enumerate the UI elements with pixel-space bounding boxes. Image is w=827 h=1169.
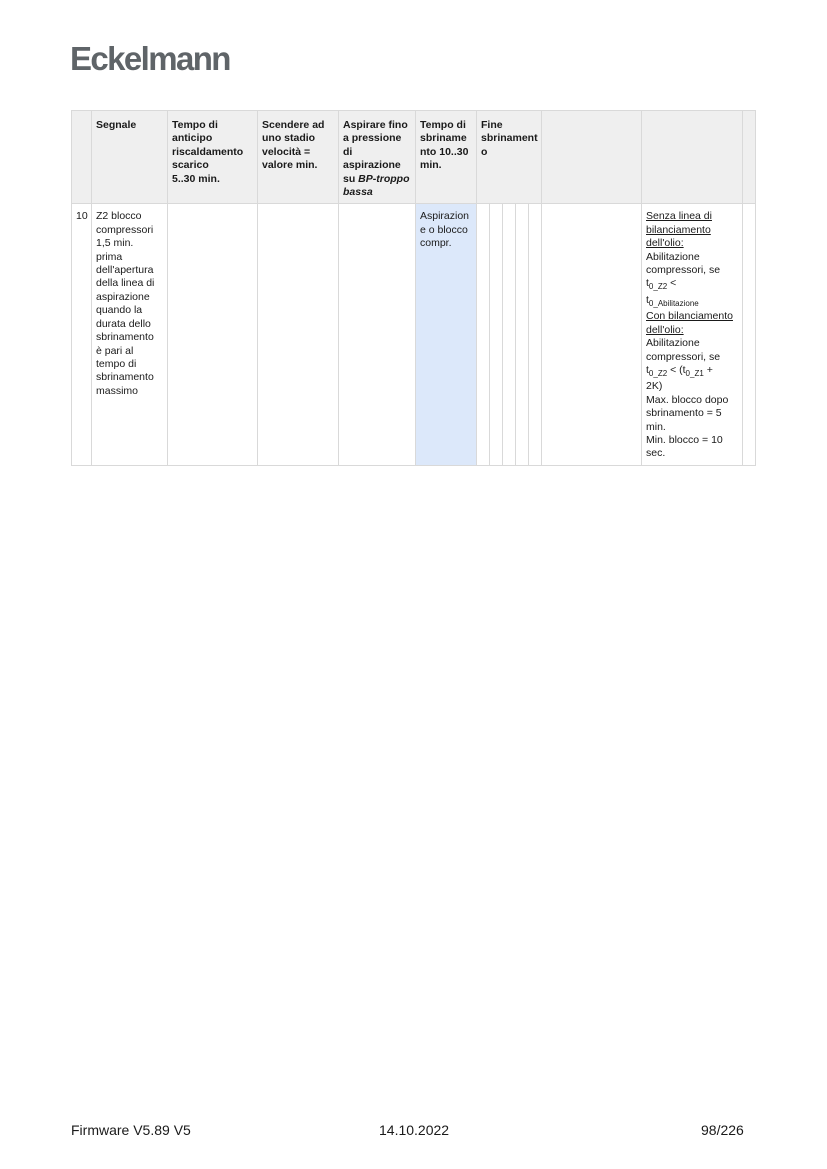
text-line: massimo (96, 384, 139, 397)
text-line: Abilitazione (646, 250, 700, 263)
header-cell-signal: Segnale (92, 111, 168, 204)
text-line: della linea di (96, 277, 155, 290)
header-cell-empty (743, 111, 756, 204)
formula-t: t (646, 277, 649, 290)
formula-lt: < (667, 277, 677, 290)
header-cell-empty (542, 111, 642, 204)
table-header-row (72, 111, 756, 204)
subscript-abilitazione: 0_Abilitazione (648, 298, 699, 308)
speed-stage-cell (258, 204, 339, 465)
text-line: è pari al (96, 344, 134, 357)
text-line: sec. (646, 447, 666, 460)
narrow-cell (490, 204, 503, 465)
text-line: tempo di (96, 357, 137, 370)
text-line: durata dello (96, 317, 151, 330)
text-line: quando la (96, 304, 143, 317)
text-line: compressori (96, 223, 154, 236)
header-line: nto 10..30 (420, 145, 469, 158)
header-line: riscaldamento (172, 145, 244, 158)
subscript-z2: 0_Z2 (648, 282, 668, 292)
oil-heading: Con bilanciamento (646, 310, 733, 323)
text-line: sbrinamento (96, 331, 154, 344)
footer-firmware: Firmware V5.89 V5 (71, 1122, 191, 1138)
header-line: o (481, 145, 488, 158)
text-line: e o blocco (420, 223, 468, 236)
header-cell-defrost-time (416, 111, 477, 204)
header-line: di (343, 145, 353, 158)
text-line: Z2 blocco (96, 210, 142, 223)
narrow-cell (516, 204, 529, 465)
notes-cell (642, 204, 743, 465)
formula-lt: < (t (667, 363, 686, 376)
text-line: compr. (420, 237, 452, 250)
header-line: velocità = (262, 145, 311, 158)
header-cell-suction (339, 111, 416, 204)
header-italic: bassa (343, 186, 373, 199)
header-line: Fine (481, 119, 503, 131)
footer-date: 14.10.2022 (379, 1122, 450, 1138)
header-cell-empty (642, 111, 743, 204)
formula-plus: + (703, 363, 713, 376)
no-oil-heading: dell'olio: (646, 237, 684, 250)
header-cell-preheat (168, 111, 258, 204)
text-line: 2K) (646, 380, 663, 393)
header-line: Aspirare fino (343, 119, 408, 131)
header-line: uno stadio (262, 132, 316, 145)
suction-cell (339, 204, 416, 465)
header-line: su (343, 172, 359, 185)
eckelmann-logo: Eckelmann (70, 40, 230, 77)
narrow-cell (529, 204, 542, 465)
text-line: dell'apertura (96, 264, 154, 277)
text-line: aspirazione (96, 290, 150, 303)
header-line: a pressione (343, 132, 402, 145)
text-line: 1,5 min. (96, 237, 134, 250)
header-italic: BP-troppo (358, 172, 410, 185)
narrow-cell (743, 204, 756, 465)
oil-heading: dell'olio: (646, 323, 684, 336)
empty-cell (542, 204, 642, 465)
header-line: Tempo di (172, 119, 218, 131)
narrow-cell (477, 204, 490, 465)
footer-page-number: 98/226 (701, 1122, 744, 1138)
text-line: Min. blocco = 10 (646, 433, 723, 446)
signal-description (92, 204, 168, 465)
header-line: Tempo di (420, 119, 466, 131)
header-line: sbrinament (481, 132, 538, 145)
text-line: min. (646, 420, 666, 433)
header-line: 5..30 min. (172, 172, 220, 185)
preheat-cell (168, 204, 258, 465)
header-line: valore min. (262, 159, 318, 172)
formula-t: t (646, 363, 649, 376)
header-line: aspirazione (343, 159, 401, 172)
text-line: sbrinamento = 5 (646, 407, 722, 420)
text-line: prima (96, 250, 123, 263)
header-line: sbriname (420, 132, 467, 145)
header-line: anticipo (172, 132, 213, 145)
narrow-cell (503, 204, 516, 465)
formula-t: t (646, 293, 649, 306)
header-cell-speed-stage (258, 111, 339, 204)
text-line: Max. blocco dopo (646, 393, 729, 406)
signal-table (71, 110, 756, 466)
row-number: 10 (72, 204, 92, 465)
subscript-z1: 0_Z1 (685, 368, 704, 378)
table-row (72, 204, 756, 465)
header-line: scarico (172, 159, 209, 172)
subscript-z2: 0_Z2 (648, 368, 668, 378)
text-line: sbrinamento (96, 371, 154, 384)
defrost-time-cell (416, 204, 477, 465)
text-line: Abilitazione (646, 337, 700, 350)
text-line: compressori, se (646, 264, 721, 277)
no-oil-heading: Senza linea di (646, 210, 712, 223)
header-line: min. (420, 159, 442, 172)
text-line: Aspirazion (420, 210, 470, 223)
header-cell-number (72, 111, 92, 204)
no-oil-heading: bilanciamento (646, 223, 711, 236)
header-cell-defrost-end (477, 111, 542, 204)
header-line: Scendere ad (262, 119, 325, 131)
text-line: compressori, se (646, 350, 721, 363)
